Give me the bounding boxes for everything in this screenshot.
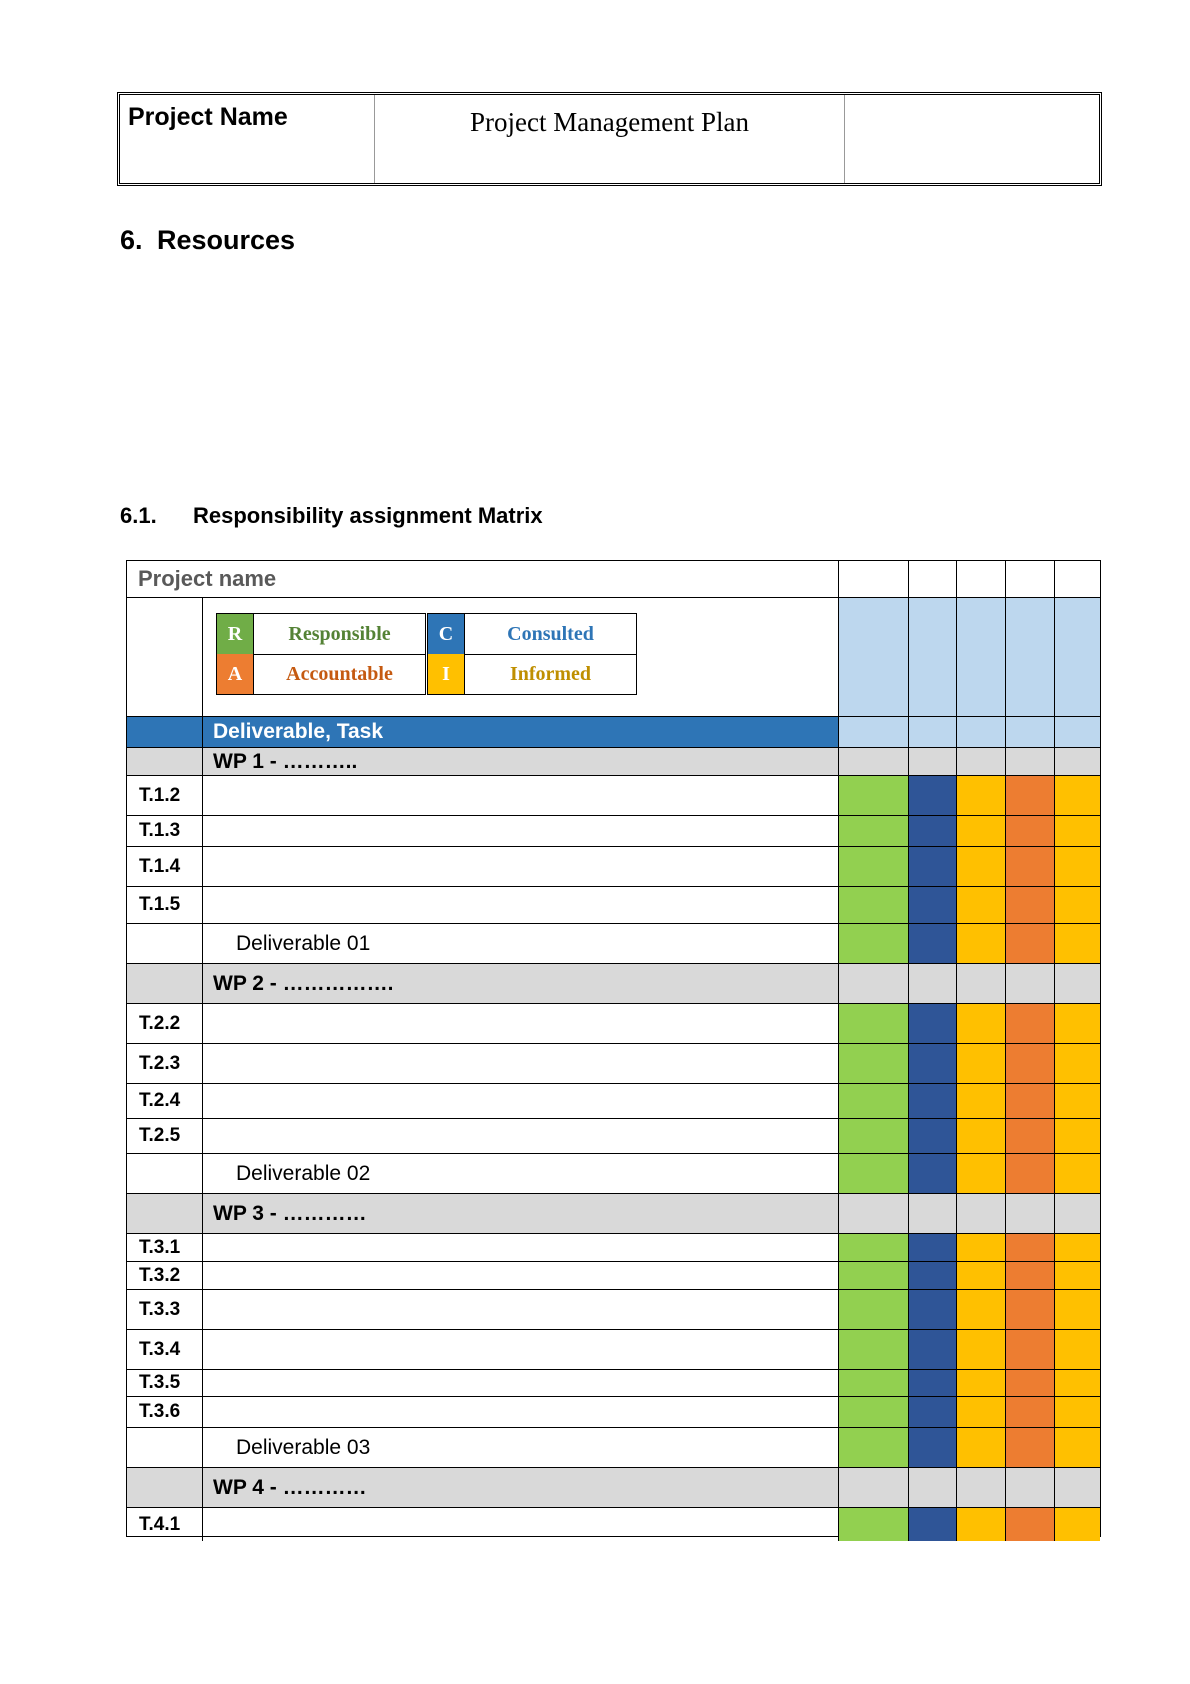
wp-title: WP 3 - …………	[203, 1194, 839, 1233]
raci-cell-1	[839, 1290, 909, 1329]
section-number: 6.	[120, 225, 143, 255]
raci-cell-3	[957, 1119, 1006, 1153]
raci-cell-5	[1055, 887, 1100, 923]
task-row	[127, 1370, 1100, 1397]
task-code: T.3.3	[127, 1290, 203, 1329]
task-code: T.3.6	[127, 1397, 203, 1427]
raci-cell-2	[909, 1370, 957, 1396]
raci-cell-5	[1055, 1044, 1100, 1083]
task-row	[127, 1262, 1100, 1290]
task-description	[203, 1290, 839, 1329]
task-code: T.1.4	[127, 847, 203, 886]
raci-cell-5	[1055, 1508, 1100, 1541]
wp-row	[127, 1468, 1100, 1508]
role-name-cell-2	[909, 598, 957, 716]
raci-cell-4	[1006, 1004, 1055, 1043]
legend-item-accountable	[217, 654, 425, 694]
matrix-title-row	[127, 561, 1100, 598]
legend-item-responsible	[217, 614, 425, 655]
raci-cell-1	[839, 1234, 909, 1261]
header-empty-cell	[845, 95, 1099, 183]
task-row	[127, 1004, 1100, 1044]
task-description	[203, 1330, 839, 1369]
legend-code-cell	[127, 598, 203, 716]
legend-letter-r: R	[217, 614, 254, 654]
legend-label-accountable: Accountable	[286, 662, 393, 685]
raci-cell-3	[957, 887, 1006, 923]
role-name-cell-3	[957, 598, 1006, 716]
raci-cell-2	[909, 816, 957, 846]
task-row	[127, 1397, 1100, 1428]
wp-title: WP 4 - …………	[203, 1468, 839, 1507]
task-description	[203, 1397, 839, 1427]
raci-cell-4	[1006, 887, 1055, 923]
raci-cell-2	[909, 1428, 957, 1467]
role-header-cell-4	[1006, 561, 1055, 597]
raci-cell-1	[839, 1004, 909, 1043]
task-description: Deliverable 03	[203, 1428, 839, 1467]
task-description: Deliverable 01	[203, 924, 839, 963]
raci-cell-5	[1055, 847, 1100, 886]
raci-cell-4	[1006, 748, 1055, 775]
raci-cell-3	[957, 1370, 1006, 1396]
raci-cell-2	[909, 1194, 957, 1233]
wp-row	[127, 1194, 1100, 1234]
raci-cell-5	[1055, 1468, 1100, 1507]
raci-cell-3	[957, 1468, 1006, 1507]
raci-cell-3	[957, 1508, 1006, 1541]
legend-label-informed: Informed	[509, 662, 592, 685]
raci-cell-4	[1006, 1234, 1055, 1261]
wp-row	[127, 748, 1100, 776]
role-name-cell-5	[1055, 598, 1100, 716]
raci-cell-2	[909, 1468, 957, 1507]
raci-cell-4	[1006, 1508, 1055, 1541]
header-code-cell	[127, 717, 203, 747]
task-description	[203, 887, 839, 923]
task-code: T.2.2	[127, 1004, 203, 1043]
raci-cell-1	[839, 1194, 909, 1233]
raci-cell-4	[1006, 964, 1055, 1003]
task-code: T.3.5	[127, 1370, 203, 1396]
task-description	[203, 1508, 839, 1541]
raci-cell-4	[1006, 1370, 1055, 1396]
raci-cell-4	[1006, 1194, 1055, 1233]
task-description	[203, 1234, 839, 1261]
task-row	[127, 1508, 1100, 1541]
task-description	[203, 1004, 839, 1043]
raci-cell-5	[1055, 1370, 1100, 1396]
raci-cell-3	[957, 1154, 1006, 1193]
raci-cell-4	[1006, 1330, 1055, 1369]
document-header	[117, 92, 1102, 186]
task-code: T.4.1	[127, 1508, 203, 1541]
raci-cell-2	[909, 1262, 957, 1289]
raci-cell-3	[957, 816, 1006, 846]
task-code: T.1.3	[127, 816, 203, 846]
raci-cell-2	[909, 776, 957, 815]
raci-cell-3	[957, 1234, 1006, 1261]
task-row	[127, 816, 1100, 847]
task-row	[127, 887, 1100, 924]
subsection-number: 6.1.	[120, 503, 157, 528]
task-description	[203, 1084, 839, 1118]
raci-cell-1	[839, 1154, 909, 1193]
task-description	[203, 776, 839, 815]
raci-matrix	[126, 560, 1101, 1537]
role-header-cell-5	[1055, 561, 1100, 597]
raci-cell-3	[957, 748, 1006, 775]
header-project-name: Project Name	[120, 95, 375, 183]
raci-cell-4	[1006, 1397, 1055, 1427]
raci-cell-4	[1006, 1084, 1055, 1118]
raci-cell-2	[909, 1330, 957, 1369]
raci-cell-3	[957, 1194, 1006, 1233]
task-code	[127, 1428, 203, 1467]
task-row	[127, 847, 1100, 887]
raci-cell-5	[1055, 924, 1100, 963]
raci-cell-1	[839, 1330, 909, 1369]
legend-letter-i: I	[428, 654, 465, 694]
raci-cell-5	[1055, 816, 1100, 846]
raci-cell-5	[1055, 1119, 1100, 1153]
task-row	[127, 1044, 1100, 1084]
matrix-title: Project name	[127, 561, 839, 597]
subsection-heading	[120, 503, 543, 529]
task-description	[203, 1370, 839, 1396]
raci-cell-1	[839, 1428, 909, 1467]
raci-cell-5	[1055, 1397, 1100, 1427]
task-row	[127, 1330, 1100, 1370]
raci-cell-3	[957, 1330, 1006, 1369]
raci-cell-2	[909, 1084, 957, 1118]
task-code: T.3.4	[127, 1330, 203, 1369]
raci-cell-1	[839, 776, 909, 815]
role-name-cell-4	[1006, 598, 1055, 716]
task-code: T.3.1	[127, 1234, 203, 1261]
raci-cell-1	[839, 1044, 909, 1083]
role-header-cell-1	[839, 561, 909, 597]
task-code	[127, 748, 203, 775]
raci-cell-5	[1055, 1234, 1100, 1261]
task-description	[203, 816, 839, 846]
raci-cell-2	[909, 887, 957, 923]
legend-box-2	[427, 613, 637, 695]
deliverable-row	[127, 1428, 1100, 1468]
raci-cell-1	[839, 1119, 909, 1153]
task-code: T.2.5	[127, 1119, 203, 1153]
section-heading	[120, 225, 295, 256]
raci-cell-1	[839, 816, 909, 846]
raci-cell-2	[909, 1044, 957, 1083]
raci-cell-5	[1055, 1290, 1100, 1329]
raci-cell-5	[1055, 1004, 1100, 1043]
raci-cell-1	[839, 847, 909, 886]
header-role-cell-5	[1055, 717, 1100, 747]
task-code	[127, 924, 203, 963]
raci-cell-1	[839, 748, 909, 775]
raci-cell-3	[957, 1428, 1006, 1467]
wp-title: WP 2 - …………….	[203, 964, 839, 1003]
header-role-cell-2	[909, 717, 957, 747]
raci-cell-1	[839, 1397, 909, 1427]
legend-item-informed	[428, 654, 636, 694]
raci-cell-2	[909, 964, 957, 1003]
deliverable-row	[127, 1154, 1100, 1194]
task-row	[127, 776, 1100, 816]
task-description	[203, 1119, 839, 1153]
task-code: T.2.3	[127, 1044, 203, 1083]
raci-cell-2	[909, 1119, 957, 1153]
task-row	[127, 1290, 1100, 1330]
task-description	[203, 847, 839, 886]
task-code: T.1.2	[127, 776, 203, 815]
raci-cell-1	[839, 964, 909, 1003]
raci-cell-1	[839, 1508, 909, 1541]
raci-cell-4	[1006, 1154, 1055, 1193]
raci-cell-3	[957, 924, 1006, 963]
subsection-title: Responsibility assignment Matrix	[193, 503, 543, 528]
wp-title: WP 1 - ………..	[203, 748, 839, 775]
task-description	[203, 1262, 839, 1289]
header-role-cell-3	[957, 717, 1006, 747]
raci-cell-2	[909, 847, 957, 886]
task-code	[127, 1468, 203, 1507]
raci-cell-2	[909, 1234, 957, 1261]
raci-cell-3	[957, 1290, 1006, 1329]
raci-cell-1	[839, 1468, 909, 1507]
raci-cell-3	[957, 1004, 1006, 1043]
raci-cell-5	[1055, 1194, 1100, 1233]
legend-row	[127, 598, 1100, 717]
raci-cell-3	[957, 1397, 1006, 1427]
raci-cell-4	[1006, 1262, 1055, 1289]
raci-cell-5	[1055, 1330, 1100, 1369]
task-code: T.2.4	[127, 1084, 203, 1118]
role-name-cell-1	[839, 598, 909, 716]
wp-row	[127, 964, 1100, 1004]
raci-cell-5	[1055, 1262, 1100, 1289]
legend-box-1	[216, 613, 426, 695]
raci-cell-5	[1055, 964, 1100, 1003]
raci-cell-3	[957, 964, 1006, 1003]
deliverable-row	[127, 924, 1100, 964]
raci-cell-5	[1055, 776, 1100, 815]
deliverable-task-header-row	[127, 717, 1100, 748]
raci-cell-2	[909, 1508, 957, 1541]
raci-cell-4	[1006, 924, 1055, 963]
task-description: Deliverable 02	[203, 1154, 839, 1193]
raci-cell-1	[839, 1370, 909, 1396]
role-header-cell-2	[909, 561, 957, 597]
deliverable-task-header: Deliverable, Task	[203, 717, 839, 747]
raci-cell-3	[957, 1262, 1006, 1289]
raci-cell-4	[1006, 1119, 1055, 1153]
section-title: Resources	[157, 225, 296, 255]
task-row	[127, 1084, 1100, 1119]
raci-cell-4	[1006, 1044, 1055, 1083]
header-role-cell-1	[839, 717, 909, 747]
raci-cell-4	[1006, 1290, 1055, 1329]
header-role-cell-4	[1006, 717, 1055, 747]
raci-cell-1	[839, 1262, 909, 1289]
raci-cell-2	[909, 748, 957, 775]
raci-cell-1	[839, 924, 909, 963]
raci-cell-4	[1006, 1428, 1055, 1467]
raci-cell-2	[909, 1004, 957, 1043]
task-description	[203, 1044, 839, 1083]
task-row	[127, 1234, 1100, 1262]
task-code	[127, 1194, 203, 1233]
legend-label-consulted: Consulted	[507, 622, 594, 645]
raci-cell-1	[839, 1084, 909, 1118]
raci-cell-2	[909, 1397, 957, 1427]
raci-cell-4	[1006, 816, 1055, 846]
raci-cell-2	[909, 924, 957, 963]
raci-cell-2	[909, 1154, 957, 1193]
task-code: T.3.2	[127, 1262, 203, 1289]
task-code	[127, 964, 203, 1003]
header-doc-title: Project Management Plan	[375, 95, 845, 183]
task-code	[127, 1154, 203, 1193]
raci-cell-3	[957, 1044, 1006, 1083]
raci-cell-4	[1006, 776, 1055, 815]
raci-cell-2	[909, 1290, 957, 1329]
legend-item-consulted	[428, 614, 636, 655]
raci-cell-4	[1006, 1468, 1055, 1507]
raci-cell-3	[957, 776, 1006, 815]
raci-cell-5	[1055, 1084, 1100, 1118]
legend-letter-a: A	[217, 654, 254, 694]
raci-cell-5	[1055, 1428, 1100, 1467]
raci-cell-3	[957, 847, 1006, 886]
raci-cell-4	[1006, 847, 1055, 886]
raci-cell-5	[1055, 748, 1100, 775]
task-row	[127, 1119, 1100, 1154]
raci-cell-3	[957, 1084, 1006, 1118]
legend-label-responsible: Responsible	[288, 622, 391, 645]
legend-letter-c: C	[428, 614, 465, 654]
raci-cell-1	[839, 887, 909, 923]
task-code: T.1.5	[127, 887, 203, 923]
raci-cell-5	[1055, 1154, 1100, 1193]
role-header-cell-3	[957, 561, 1006, 597]
